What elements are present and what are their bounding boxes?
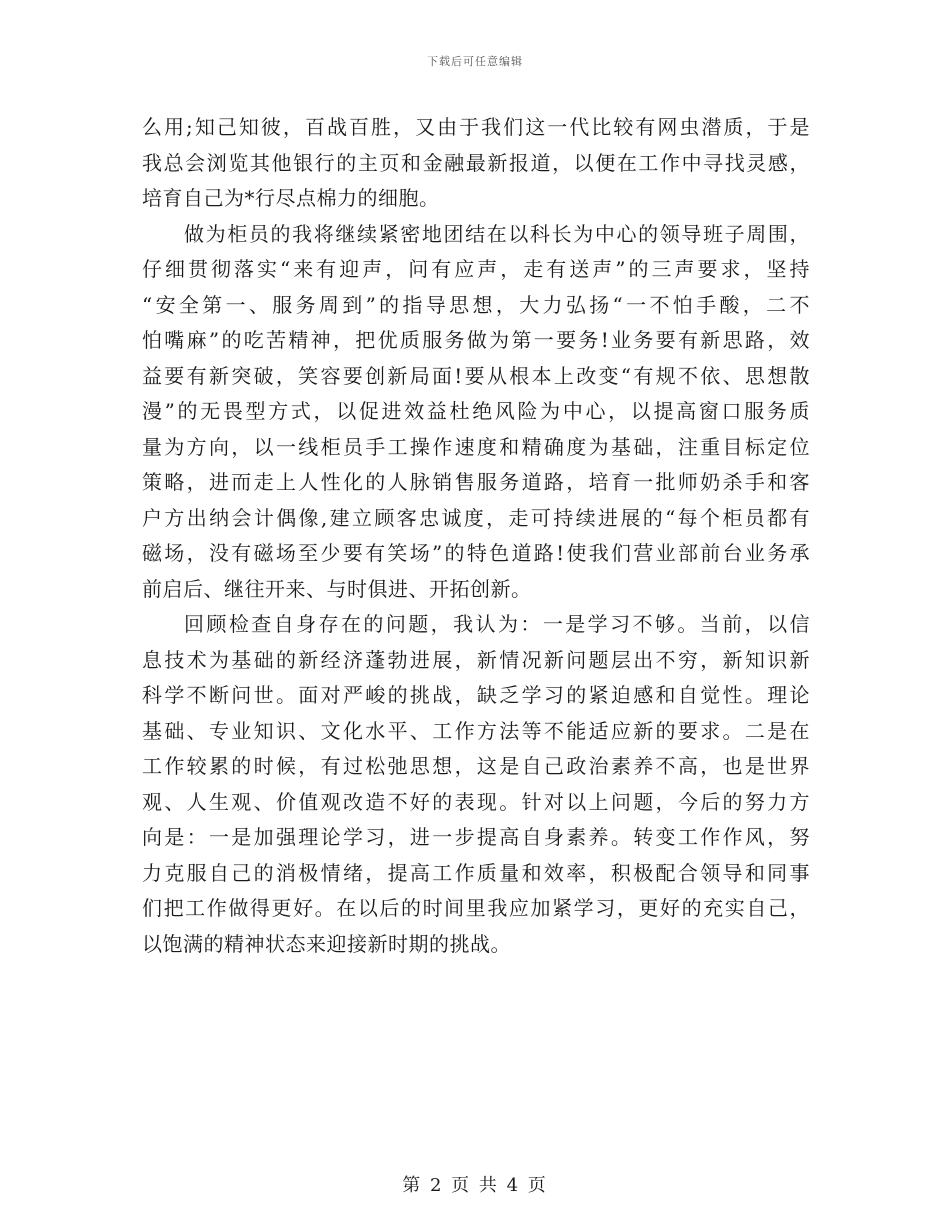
body-line: 力克服自己的消极情绪，提高工作质量和效率，积极配合领导和同事: [142, 860, 810, 885]
body-line: 磁场，没有磁场至少要有笑场”的特色道路!使我们营业部前台业务承: [142, 541, 810, 565]
body-line: 以饱满的精神状态来迎接新时期的挑战。: [142, 931, 511, 956]
body-line: 培育自己为*行尽点棉力的细胞。: [142, 186, 440, 210]
body-line: 策略，进而走上人性化的人脉销售服务道路，培育一批师奶杀手和客: [142, 470, 810, 494]
body-line: 科学不断问世。面对严峻的挑战，缺乏学习的紧迫感和自觉性。理论: [142, 683, 810, 707]
body-line: 前启后、继往开来、与时俱进、开拓创新。: [142, 576, 532, 601]
page-header-note: 下载后可任意编辑: [427, 55, 523, 68]
body-line: 漫”的无畏型方式，以促进效益杜绝风险为中心，以提高窗口服务质: [142, 399, 810, 423]
body-line: 我总会浏览其他银行的主页和金融最新报道，以便在工作中寻找灵感，: [142, 150, 810, 175]
page-number: 第 2 页 共 4 页: [402, 1175, 548, 1196]
body-line: 益要有新突破，笑容要创新局面!要从根本上改变“有规不依、思想散: [142, 363, 810, 388]
body-line: 怕嘴麻”的吃苦精神，把优质服务做为第一要务!业务要有新思路，效: [142, 328, 810, 352]
body-line: 们把工作做得更好。在以后的时间里我应加紧学习，更好的充实自己，: [142, 896, 810, 920]
body-line: 仔细贯彻落实“来有迎声，问有应声，走有送声”的三声要求，坚持: [142, 257, 810, 281]
body-line: 工作较累的时候，有过松弛思想，这是自己政治素养不高，也是世界: [142, 754, 810, 778]
document-body: [142, 110, 810, 962]
body-line: 回顾检查自身存在的问题，我认为：一是学习不够。当前，以信: [184, 612, 810, 636]
body-line: 观、人生观、价值观改造不好的表现。针对以上问题，今后的努力方: [142, 789, 810, 814]
body-line: 息技术为基础的新经济蓬勃进展，新情况新问题层出不穷，新知识新: [142, 647, 810, 672]
body-line: 基础、专业知识、文化水平、工作方法等不能适应新的要求。二是在: [142, 718, 810, 743]
body-line: 么用;知己知彼，百战百胜，又由于我们这一代比较有网虫潜质，于是: [142, 115, 810, 139]
body-line: 户方出纳会计偶像,建立顾客忠诚度，走可持续进展的“每个柜员都有: [142, 505, 810, 530]
body-line: 向是：一是加强理论学习，进一步提高自身素养。转变工作作风，努: [142, 825, 810, 849]
body-line: 量为方向，以一线柜员手工操作速度和精确度为基础，注重目标定位: [142, 434, 810, 459]
body-line: “安全第一、服务周到”的指导思想，大力弘扬“一不怕手酸，二不: [142, 292, 810, 317]
body-line: 做为柜员的我将继续紧密地团结在以科长为中心的领导班子周围，: [184, 221, 810, 246]
